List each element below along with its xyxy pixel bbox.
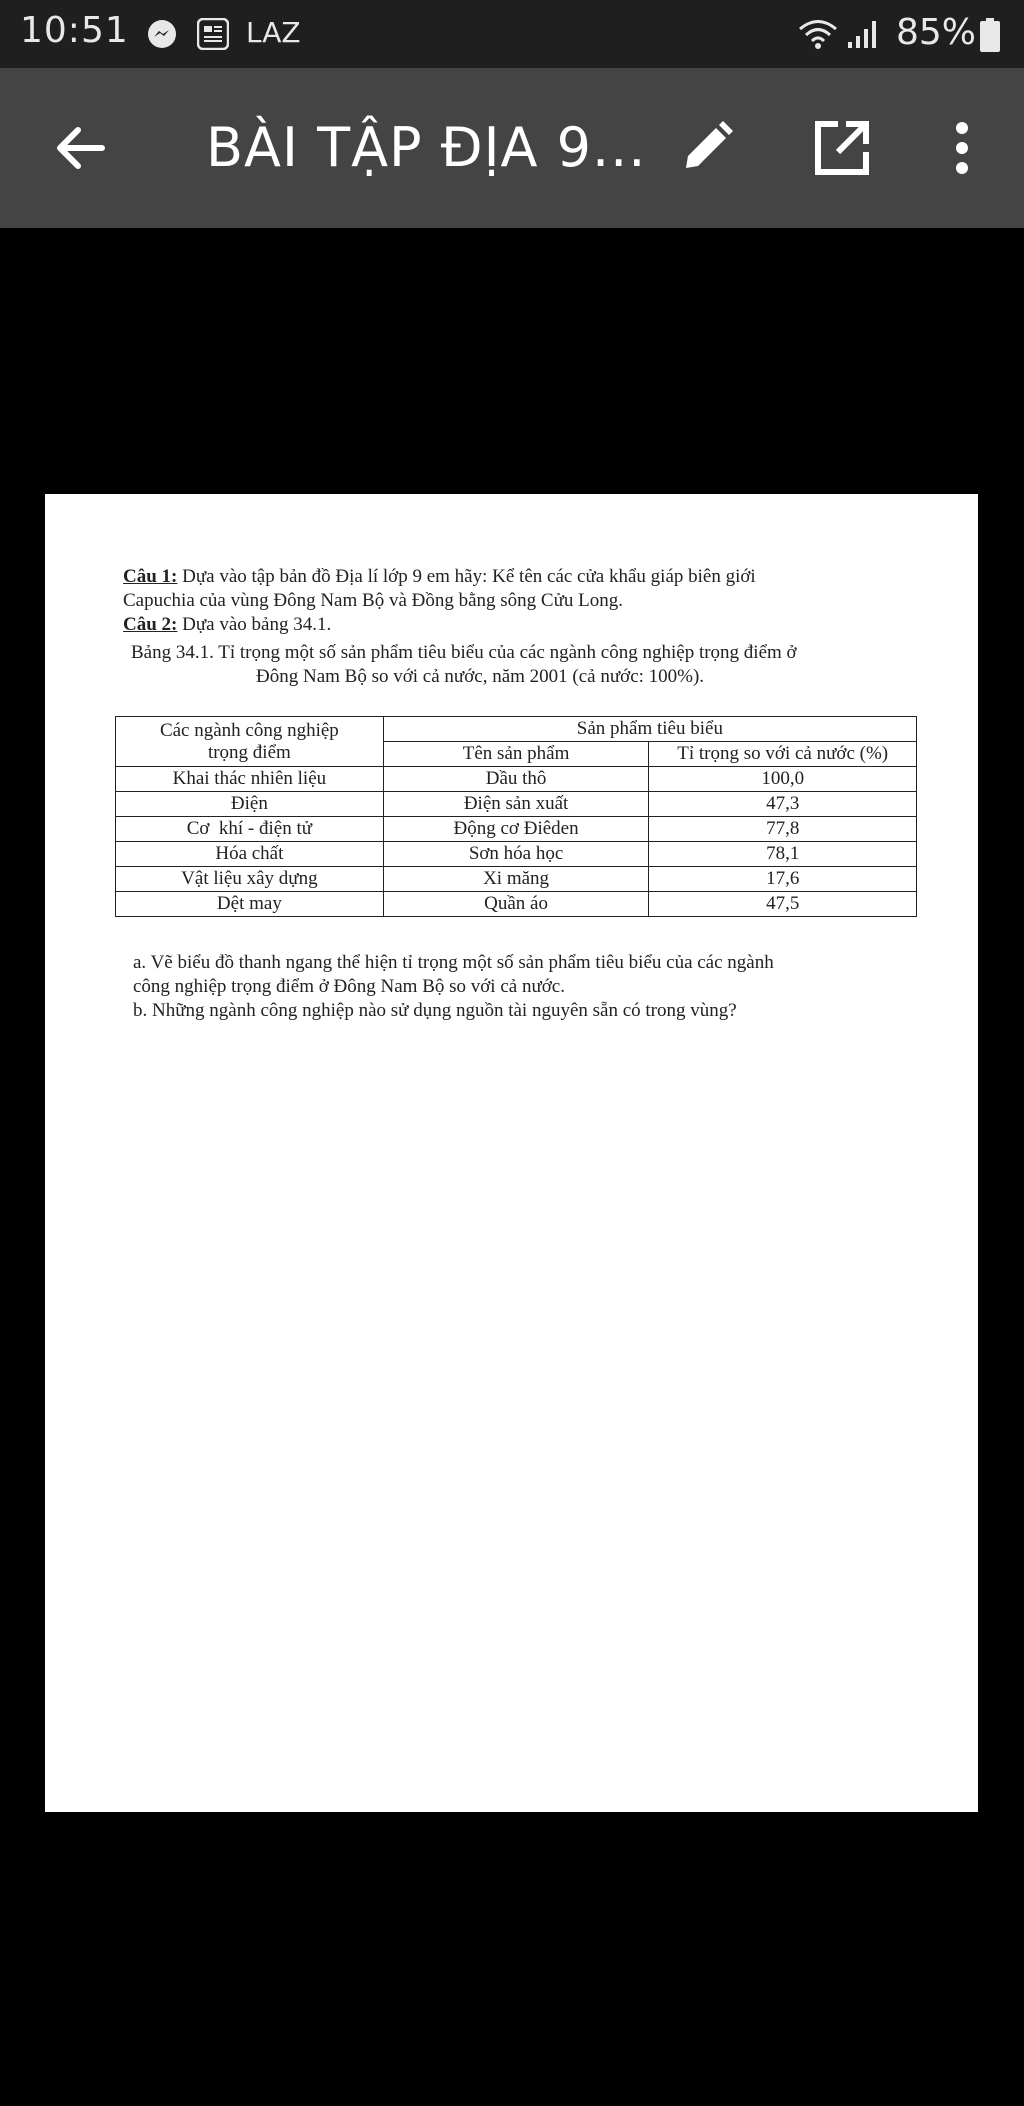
- product-cell: Điện sản xuất: [383, 792, 649, 817]
- table-caption-line-2: Đông Nam Bộ so với cả nước, năm 2001 (cả nước: 100%).: [256, 666, 705, 687]
- signal-icon: [842, 18, 886, 50]
- app-toolbar: [0, 68, 1024, 228]
- product-cell: Xi măng: [383, 867, 649, 892]
- table-row: [116, 817, 917, 842]
- product-cell: Động cơ Điêden: [383, 817, 649, 842]
- table-row: [116, 892, 917, 917]
- industry-cell: Vật liệu xây dựng: [116, 867, 384, 892]
- share-cell: 100,0: [649, 767, 917, 792]
- wifi-icon: [796, 18, 840, 50]
- pencil-icon: [676, 118, 736, 178]
- document-page: [45, 494, 978, 1812]
- share-cell: 47,5: [649, 892, 917, 917]
- industry-cell: Dệt may: [116, 892, 384, 917]
- table-row: [116, 792, 917, 817]
- table-row: [116, 767, 917, 792]
- open-external-button[interactable]: [802, 108, 882, 188]
- product-cell: Sơn hóa học: [383, 842, 649, 867]
- industry-cell: Khai thác nhiên liệu: [116, 767, 384, 792]
- messenger-icon: [146, 18, 178, 50]
- header-product-name: Tên sản phẩm: [383, 742, 649, 767]
- lazada-label: LAZ: [246, 15, 301, 49]
- product-cell: Quần áo: [383, 892, 649, 917]
- question-1-line-2: Capuchia của vùng Đông Nam Bộ và Đồng bằng sông Cửu Long.: [123, 590, 624, 611]
- share-cell: 47,3: [649, 792, 917, 817]
- header-share: Tỉ trọng so với cả nước (%): [649, 742, 917, 767]
- header-products-group: Sản phẩm tiêu biểu: [383, 717, 916, 742]
- question-b: b. Những ngành công nghiệp nào sử dụng nguồn tài nguyên sẵn có trong vùng?: [133, 1000, 737, 1021]
- battery-percent: 85%: [896, 12, 977, 53]
- table-row: [116, 867, 917, 892]
- open-in-new-icon: [812, 118, 872, 178]
- question-1-text: Dựa vào tập bản đồ Địa lí lớp 9 em hãy: Kể tên các cửa khẩu giáp biên giới: [182, 566, 756, 587]
- question-1-line-1: [123, 566, 756, 588]
- news-app-icon: [196, 18, 230, 50]
- status-time: 10:51: [20, 10, 129, 51]
- product-cell: Dầu thô: [383, 767, 649, 792]
- share-cell: 17,6: [649, 867, 917, 892]
- industry-table: [115, 716, 917, 917]
- table-row: [116, 842, 917, 867]
- question-2-text: Dựa vào bảng 34.1.: [182, 614, 332, 635]
- question-2-line: [123, 614, 331, 636]
- more-options-button[interactable]: [922, 108, 1002, 188]
- table-caption-line-1: Bảng 34.1. Tỉ trọng một số sản phẩm tiêu biểu của các ngành công nghiệp trọng điểm ở: [131, 642, 797, 663]
- edit-button[interactable]: [666, 108, 746, 188]
- battery-icon: [980, 18, 1000, 52]
- industry-cell: Điện: [116, 792, 384, 817]
- arrow-back-icon: [52, 124, 108, 172]
- question-1-label: Câu 1:: [123, 566, 178, 587]
- industry-cell: Hóa chất: [116, 842, 384, 867]
- industry-cell: Cơ khí - điện tử: [116, 817, 384, 842]
- header-industry-line-1: Các ngành công nghiệp: [159, 719, 339, 741]
- header-industry-line-2: trọng điểm: [207, 741, 291, 763]
- document-title: BÀI TẬP ĐỊA 9...: [206, 116, 647, 179]
- question-a-line-2: công nghiệp trọng điểm ở Đông Nam Bộ so với cả nước.: [133, 976, 565, 997]
- share-cell: 77,8: [649, 817, 917, 842]
- status-bar: [0, 0, 1024, 68]
- share-cell: 78,1: [649, 842, 917, 867]
- more-vert-icon: [954, 122, 970, 174]
- question-a-line-1: a. Vẽ biểu đồ thanh ngang thể hiện tỉ trọng một số sản phẩm tiêu biểu của các ngành: [133, 952, 774, 973]
- back-button[interactable]: [40, 108, 120, 188]
- question-2-label: Câu 2:: [123, 614, 178, 635]
- header-industry: [116, 717, 384, 767]
- document-content: [45, 494, 978, 1812]
